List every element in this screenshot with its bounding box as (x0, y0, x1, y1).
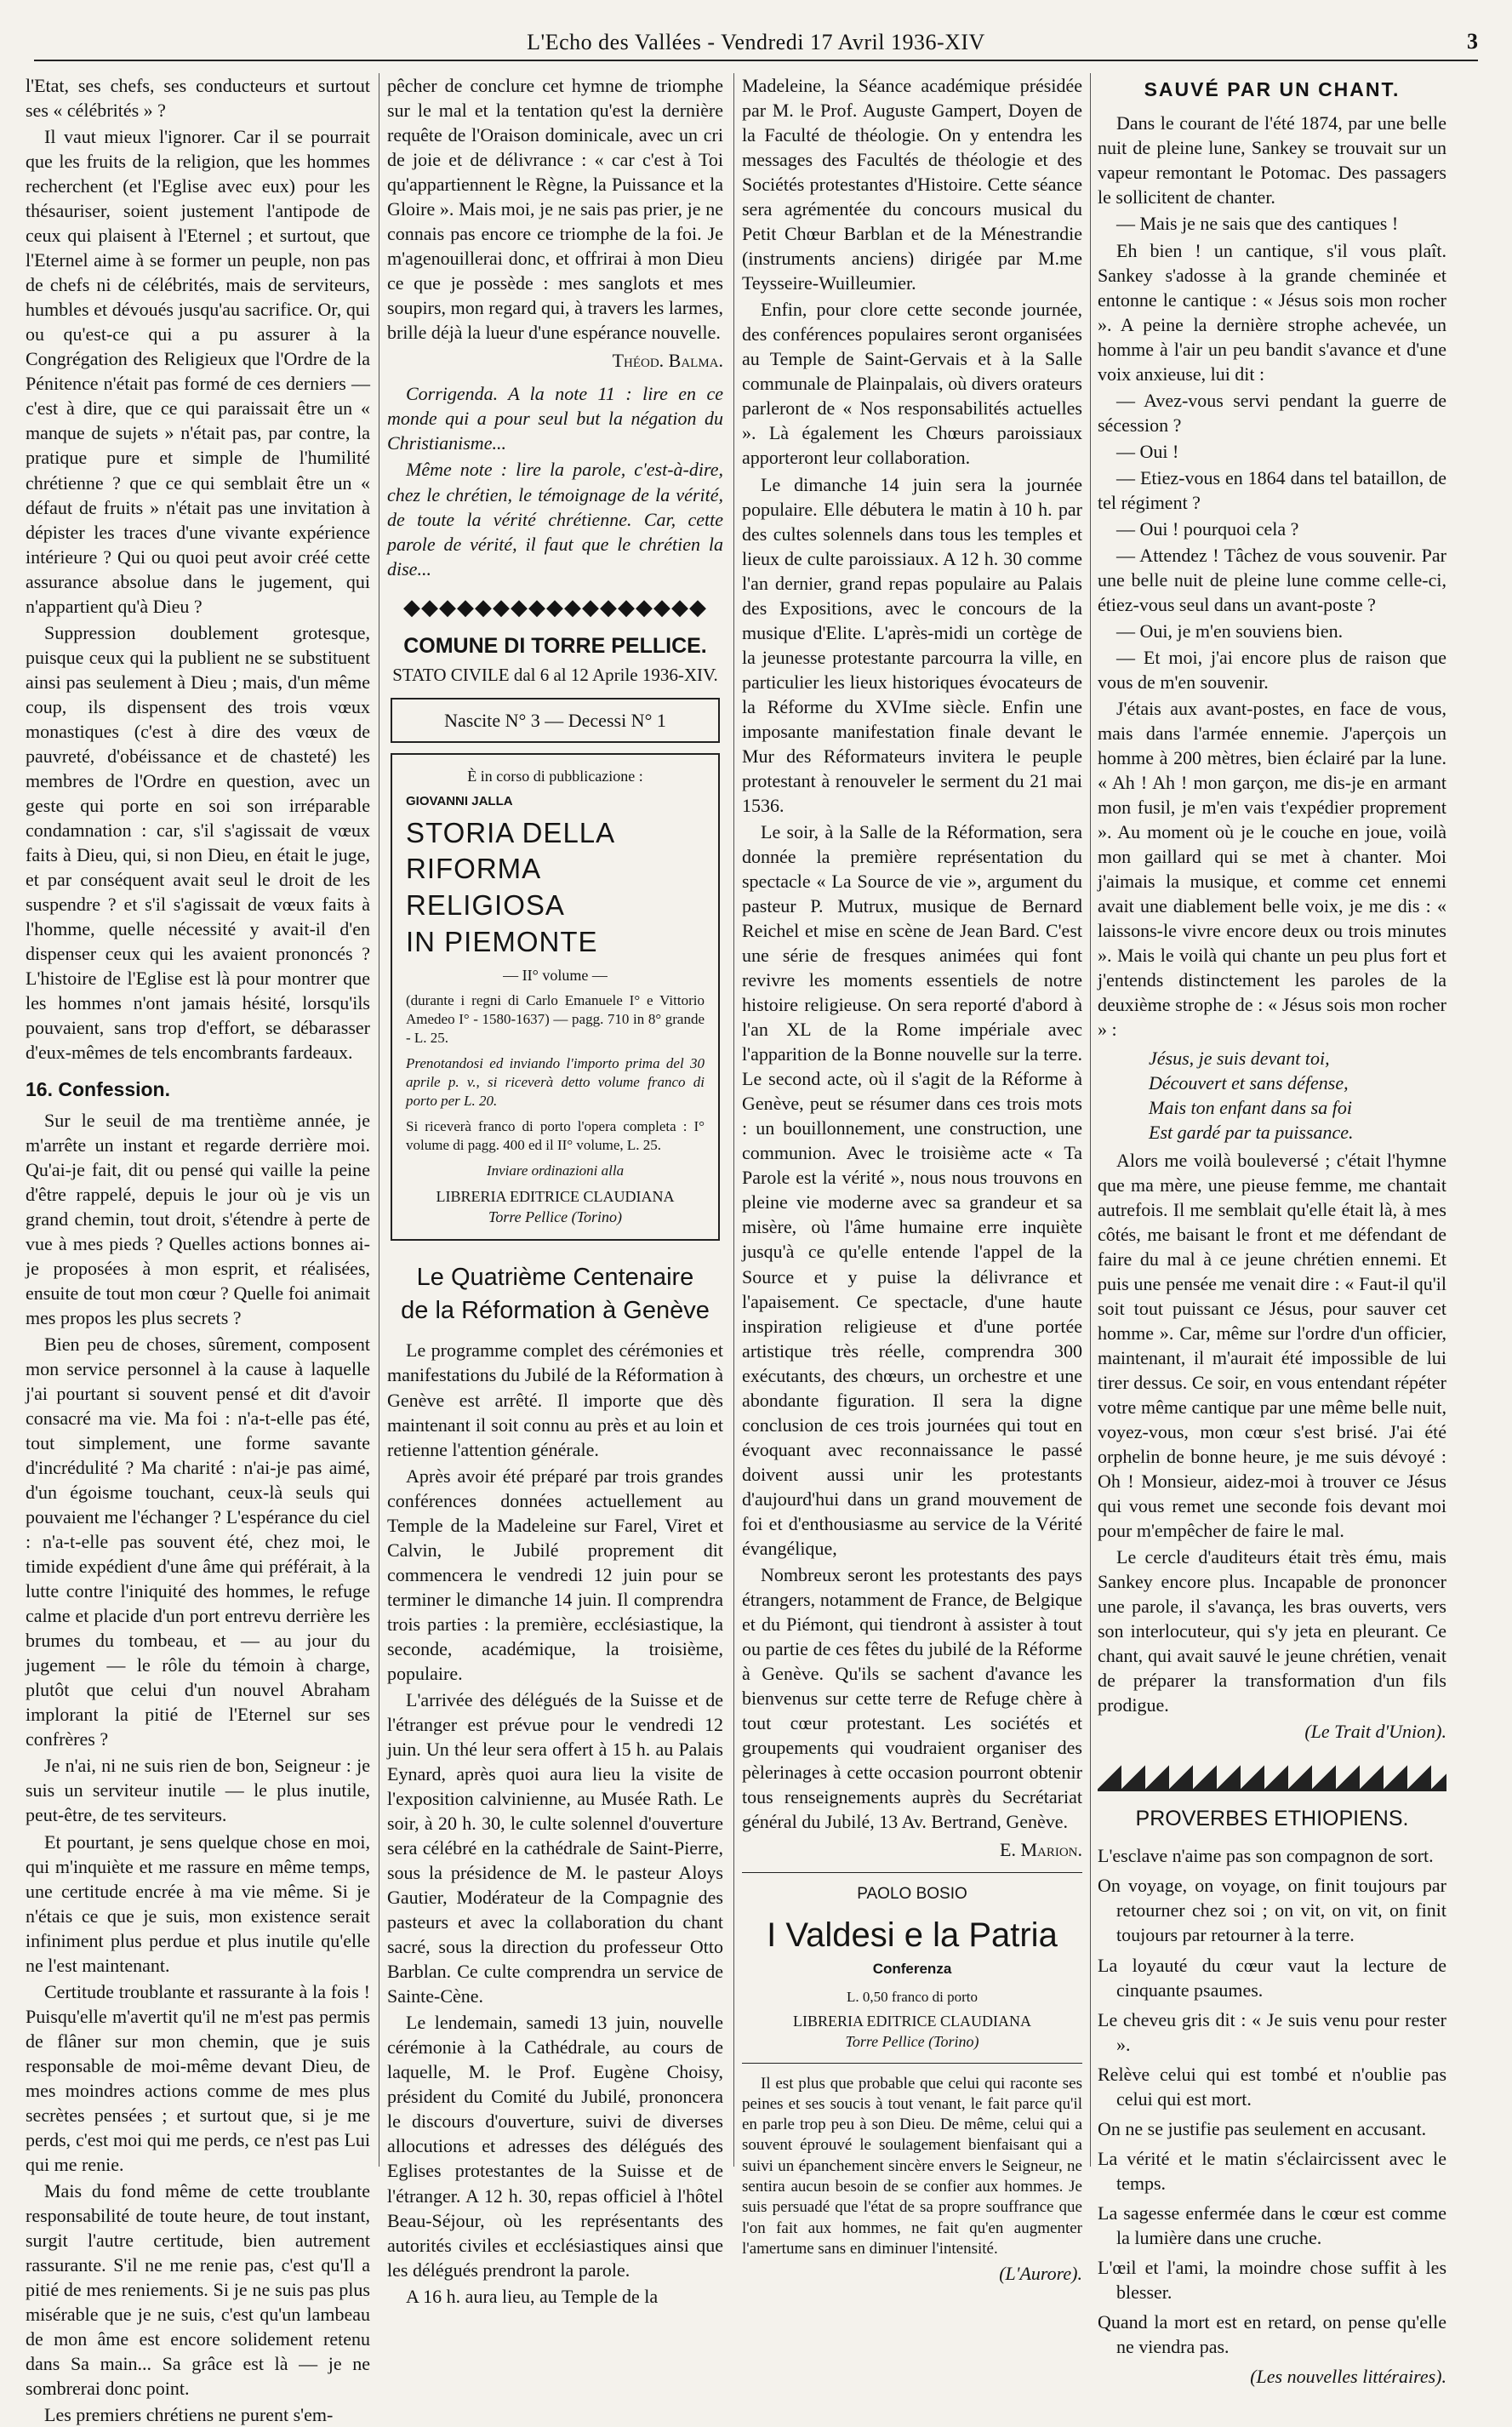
column-2 (387, 73, 723, 2307)
book-advertisement (391, 753, 720, 1241)
ornament-divider: ◆◆◆◆◆◆◆◆◆◆◆◆◆◆◆◆◆ (403, 594, 707, 620)
ad-book-title-line: RIFORMA RELIGIOSA (406, 853, 565, 922)
ad-publisher: LIBRERIA EDITRICE CLAUDIANA (436, 1188, 675, 1206)
paragraph: Bien peu de choses, sûrement, composent mon service personnel à la cause à laquelle j'ai pourtant si souvent pensé et dit d'avoir consacré ma vie. Ma foi : n'a-t-elle pas été, tout simplement, une forme savante d'incrédulité ? Ma charité : n'ai-je pas aimé, d'un égoisme touchant, ceux-là seuls qui pouvaient me l'échanger ? L'espérance du ciel : n'a-t-elle pas souvent été, chez moi, le timide expédient d'une âme qui préférait, à la lutte contre l'iniquité des hommes, le refuge calme et placide d'un port entrevu derrière les brumes du tombeau, et — au jour du jugement — le rôle du témoin à charge, plutôt que celui d'un nouvel Abraham implorant la pitié de l'Eternel sur ses confrères ? (26, 1333, 370, 1750)
section-heading-sauve: SAUVÉ PAR UN CHANT. (1144, 78, 1401, 100)
paragraph: Sur le seuil de ma trentième année, je m'arrête un instant et regarde derrière moi. Qu'ai-je fait, dit ou pensé qui vaille la peine d'être rappelé, depuis le jour où je vis un grand chemin, tout droit, s'étendre à perte de vue à mes pieds ? Quelles actions bonnes ai-je proposées à mon esprit, et réalisées, ensuite de tout mon cœur ? Quelle foi animait mes propos les plus secrets ? (26, 1109, 370, 1328)
paragraph: Enfin, pour clore cette seconde journée, des conférences populaires seront organisées au Temple de Saint-Gervais et à la Salle communale de Plainpalais, où divers orateurs parleront de « Nos responsabilités actuelles ». Là également les Chœurs paroissiaux apporteront leur collaboration. (742, 299, 1082, 469)
paragraph: — Avez-vous servi pendant la guerre de sécession ? (1098, 389, 1446, 436)
verse-line: Est gardé par ta puissance. (1149, 1121, 1354, 1143)
bosio-price: L. 0,50 franco di porto (847, 1988, 978, 2005)
column-1 (26, 73, 370, 2426)
paragraph: — Etiez-vous en 1864 dans tel bataillon, de tel régiment ? (1098, 466, 1446, 513)
paragraph: Le cercle d'auditeurs était très ému, mais Sankey encore plus. Incapable de prononcer une parole, il s'avança, les bras ouverts, vers son interlocuteur, qui s'y jeta en pleurant. Ce chant, qui avait sauvé le jeune chrétien, venait de préparer la transformation d'un fils prodigue. (1098, 1546, 1446, 1716)
bosio-subtitle: Conferenza (872, 1961, 952, 1978)
paragraph: Il est plus que probable que celui qui raconte ses peines et ses soucis à tout venant, le fait parce qu'il en parle trop peu à son Dieu. De même, celui qui a souvent éprouvé le soulagement bienfaisant qui a suivi un épanchement sincère envers le Seigneur, ne sentira aucun besoin de se confier aux hommes. Je suis persuadé que l'état de sa propre souffrance que l'on fait aux hommes, ne fait qu'en augmenter l'amertume sans en diminuer l'intensité. (742, 2074, 1082, 2258)
paragraph: J'étais aux avant-postes, en face de vous, mais dans l'armée ennemie. J'aperçois un homme à 200 mètres, bien éclairé par la lune. « Ah ! Ah ! mon garçon, me dis-je en armant mon fusil, je m'en vais t'expédier proprement ». Au moment où je le couche en joue, voilà mon gaillard qui se met à chanter. Moi j'aimais la musique, et comme cet ennemi avait une diablement belle voix, je me dis : « laissons-le vivre encore deux ou trois minutes ». Mais le voilà qui chante un peu plus fort et j'entends distinctement les paroles de la deuxième strophe de : « Jésus sois mon rocher » : (1098, 698, 1446, 1041)
ad-order-instruction: Inviare ordinazioni alla (486, 1162, 625, 1179)
source-citation: (Les nouvelles littéraires). (1250, 2365, 1446, 2387)
paragraph: Suppression doublement grotesque, puisque ceux qui la publient ne se substituent ainsi pas seulement à Dieu ; mais, d'un même coup, ils dispensent des trois vœux monastiques (c'est à dire des vœux de pauvreté, d'obéissance et de chasteté) les membres de l'Ordre en question, avec un geste qui porte en soi son irréparable condamnation : car, s'il s'agissait de vœux faits à Dieu, qui, si non Dieu, en était le juge, et par conséquent avait seul le droit de les suspendre ? et s'il s'agissait de vœux faits à l'homme, quelle nécessité y avait-il d'en dispenser ceux qui les avaient prononcés ? L'histoire de l'Eglise est là pour montrer que les hommes n'ont jamais hésité, lorsqu'ils pouvaient, sans trop d'effort, se débarasser d'eux-mêmes de tels encombrants fardeaux. (26, 621, 370, 1064)
proverb: La loyauté du cœur vaut la lecture de cinquante psaumes. (1098, 1954, 1446, 2001)
proverb: Le cheveu gris dit : « Je suis venu pour rester ». (1098, 2008, 1446, 2055)
triangle-ornament-divider (1098, 1762, 1446, 1791)
ad-publisher-place: Torre Pellice (Torino) (488, 1208, 622, 1225)
paragraph: Le dimanche 14 juin sera la journée populaire. Elle débutera le matin à 10 h. par des cultes solennels dans tous les temples et lieux de culte paroissiaux. A 12 h. 30 comme l'an dernier, grand repas populaire au Palais des Expositions, avec le concours de la musique d'Elite. L'après-midi un cortège de la jeunesse protestante parcourra la ville, en particulier les lieux historiques évocateurs de la Réforme du XVIme siècle. Enfin une imposante manifestation finale devant le Mur des Réformateurs invitera le peuple protestant à renouveler le serment du 21 mai 1536. (742, 473, 1082, 816)
divider (742, 1872, 1082, 1873)
paragraph: Madeleine, la Séance académique présidée par M. le Prof. Auguste Gampert, Doyen de la Faculté de théologie. On y entendra les messages des Facultés de théologie et des Sociétés protestantes d'Histoire. Cette séance sera agrémentée du concours musical du Petit Chœur Barblan et de la Ménestrandie (instruments anciens) dirigée par M.me Teysseire-Wuilleumier. (742, 75, 1082, 294)
proverb: On ne se justifie pas seulement en accusant. (1098, 2117, 1427, 2139)
paragraph: Il vaut mieux l'ignorer. Car il se pourrait que les fruits de la religion, que les hommes recherchent (et l'Eglise avec eux) pour les thésauriser, soient justement l'antipode de ceux qui plaisent à l'Eternel ; et surtout, que l'Eternel aime à se former un peuple, non pas de chefs ni de célébrités, mais de serviteurs, humbles et dévoués jusqu'au sacrifice. Or, qui ou qu'est-ce qui a pu assurer à la Congrégation des Religieux que l'Ordre de la Pénitence n'était pas formé de ces derniers — c'est à dire, que ce qui paraissait être un « manque de sujets » n'était pas, par contre, la pratique pure et simple de l'humilité chrétienne ? que ce qui semblait être un « défaut de fruits » n'était pas une invitation à dépister les traces d'une vivante expérience intérieure ? Qui ou quoi peut avoir créé cette assurance absolue dans le jugement, qui n'appartient qu'à Dieu ? (26, 126, 370, 617)
page-number: 3 (1467, 29, 1478, 54)
verse-line: Découvert et sans défense, (1149, 1071, 1349, 1094)
paragraph: pêcher de conclure cet hymne de triomphe sur le mal et la tentation qu'est la dernière requête de l'Oraison dominicale, avec un cri de joie et de délivrance : « car c'est à Toi qu'appartiennent le Règne, la Puissance et la Gloire ». Mais moi, je ne sais pas prier, je ne connais pas encore ce triomphe de la foi. Je m'agenouillerai donc, et offrirai à mon Dieu ce que je possède : mes sanglots et mes soupirs, mon regard qui, à travers les larmes, brille déjà la lueur d'une espérance nouvelle. (387, 75, 723, 344)
ad-book-title-line: IN PIEMONTE (406, 926, 598, 958)
bosio-title: I Valdesi e la Patria (767, 1916, 1058, 1955)
ad-announcement: È in corso di pubblicazione : (467, 767, 643, 785)
paragraph: L'arrivée des délégués de la Suisse et de l'étranger est prévue pour le vendredi 12 juin. Un thé leur sera offert à 15 h. au Palais Eynard, après quoi aura lieu la visite de l'exposition calvinienne, au Musée Rath. Le soir, à 20 h. 30, le culte solennel d'ouverture sera célébré en la cathédrale de Saint-Pierre, sous la présidence de M. le pasteur Aloys Gautier, Modérateur de la Compagnie des pasteurs et avec la collaboration du chant sacré, sous la direction du professeur Otto Barblan. Ce culte comprendra un service de Sainte-Cène. (387, 1688, 723, 2007)
paragraph: — Oui, je m'en souviens bien. (1116, 620, 1344, 642)
ad-book-title (406, 815, 705, 962)
article-title-line: Le Quatrième Centenaire (416, 1264, 694, 1292)
paragraph: l'Etat, ses chefs, ses conducteurs et surtout ses « célébrités » ? (26, 75, 370, 122)
proverb: La vérité et le matin s'éclaircissent avec le temps. (1098, 2147, 1446, 2194)
newspaper-title: L'Echo des Vallées - Vendredi 17 Avril 1936-XIV (527, 30, 985, 54)
newspaper-header (34, 26, 1478, 61)
column-4 (1098, 73, 1446, 2387)
author-signature: Théod. Balma. (612, 350, 723, 372)
comune-title: COMUNE DI TORRE PELLICE. (403, 633, 707, 658)
paragraph: Je n'ai, ni ne suis rien de bon, Seigneur : je suis un serviteur inutile — le plus inutile, peut-être, de tes serviteurs. (26, 1755, 370, 1826)
paragraph: A 16 h. aura lieu, au Temple de la (406, 2285, 659, 2307)
paragraph: — Oui ! (1116, 440, 1179, 462)
proverb: L'esclave n'aime pas son compagnon de sort. (1098, 1845, 1434, 1867)
comune-subtitle: STATO CIVILE dal 6 al 12 Aprile 1936-XIV. (392, 664, 718, 685)
ad-volume: — II° volume — (503, 967, 608, 985)
divider (742, 2063, 1082, 2064)
paragraph: — Et moi, j'ai encore plus de raison que vous de m'en souvenir. (1098, 647, 1446, 694)
ad-author: GIOVANNI JALLA (406, 794, 513, 809)
paragraph: Eh bien ! un cantique, s'il vous plaît. Sankey s'adosse à la grande cheminée et entonne le cantique : « Jésus sois mon rocher ». A peine la dernière strophe achevée, un homme à l'air un peu bandit s'avance et d'une voix anxieuse, lui dit : (1098, 239, 1446, 385)
paragraph: — Oui ! pourquoi cela ? (1116, 517, 1299, 540)
article-title-geneve (387, 1261, 723, 1328)
paragraph: Le lendemain, samedi 13 juin, nouvelle cérémonie à la Cathédrale, au cours de laquelle, M. le Prof. Eugène Choisy, président du Comité du Jubilé, prononcera le discours d'ouverture, suivi de diverses allocutions et adresses des délégués des Eglises protestantes de la Suisse et de l'étranger. A 12 h. 30, repas officiel à l'hôtel Beau-Séjour, où les représentants des autorités civiles et ecclésiastiques ainsi que les délégués prendront la parole. (387, 2012, 723, 2281)
bosio-author: PAOLO BOSIO (857, 1885, 967, 1904)
column-rule (733, 73, 734, 2167)
paragraph: Dans le courant de l'été 1874, par une belle nuit de pleine lune, Sankey se trouvait sur un vapeur remontant le Potomac. Des passagers le sollicitent de chanter. (1098, 112, 1446, 208)
paragraph: — Mais je ne sais que des cantiques ! (1116, 213, 1399, 235)
proverb: Quand la mort est en retard, on pense qu'elle ne viendra pas. (1098, 2310, 1446, 2357)
ad-details: (durante i regni di Carlo Emanuele I° e Vittorio Amedeo I° - 1580-1637) — pagg. 710 in 8° grande - L. 25. (406, 991, 705, 1046)
verse-line: Jésus, je suis devant toi, (1149, 1047, 1330, 1069)
paragraph: Alors me voilà bouleversé ; c'était l'hymne que ma mère, une pieuse femme, me chantait autrefois. Il me semblait qu'elle était là, à mes côtés, me baisant le front et me défendant de faire du mal à ce jeune chrétien ennemi. Et puis une pensée me venait dire : « Faut-il qu'il soit tout puissant ce Jésus, pour sauver cet homme ». Car, même sur l'ordre d'un officier, maintenant, il m'aurait été impossible de lui tirer dessus. Ce soir, en vous entendant répéter votre même cantique par une même belle nuit, voyez-vous, mon cœur s'est brisé. J'ai été orphelin de bonne heure, je me suis dévoyé : Oh ! Monsieur, aidez-moi à trouver ce Jésus qui vous remet une seconde fois devant moi pour m'empêcher de faire le mal. (1098, 1149, 1446, 1542)
section-heading-proverbes: PROVERBES ETHIOPIENS. (1135, 1807, 1409, 1831)
paragraph: Après avoir été préparé par trois grandes conférences données actuellement au Temple de la Madeleine sur Farel, Viret et Calvin, le Jubilé proprement dit commencera le vendredi 12 juin pour se terminer le dimanche 14 juin. Il comprendra trois parties : la première, ecclésiastique, la seconde, académique, la troisième, populaire. (387, 1465, 723, 1684)
ad-book-title-line: STORIA DELLA (406, 816, 616, 848)
proverb: On voyage, on voyage, on finit toujours par retourner chez soi ; on vit, on vit, on finit toujours par retourner à la terre. (1098, 1875, 1446, 1946)
ad-prenotation: Prenotandosi ed inviando l'importo prima del 30 aprile p. v., si riceverà detto volume franco di porto per L. 20. (406, 1054, 705, 1109)
verse-line: Mais ton enfant dans sa foi (1149, 1096, 1352, 1118)
proverb: L'œil et l'ami, la moindre chose suffit à les blesser. (1098, 2256, 1446, 2303)
paragraph: Nombreux seront les protestants des pays étrangers, notamment de France, de Belgique et du Piémont, qui tiendront à assister à tout ou partie de ces fêtes du jubilé de la Réforme à Genève. Qu'ils se sachent d'avance les bienvenus sur cette terre de Refuge chère à tout cœur protestant. Les sociétés et groupements qui voudraient organiser des pèlerinages à cette occasion pourront obtenir tous renseignements auprès du Secrétariat général du Jubilé, 13 Av. Bertrand, Genève. (742, 1563, 1082, 1833)
hymn-verse (1098, 1046, 1446, 1145)
paragraph: — Attendez ! Tâchez de vous souvenir. Par une belle nuit de pleine lune comme celle-ci, étiez-vous seul dans un avant-poste ? (1098, 544, 1446, 615)
corrigenda: Corrigenda. A la note 11 : lire en ce monde qui a pour seul but la négation du Christianisme... (387, 383, 723, 454)
proverb: Relève celui qui est tombé et n'oublie pas celui qui est mort. (1098, 2063, 1446, 2110)
source-citation: (L'Aurore). (999, 2263, 1082, 2285)
proverb: La sagesse enfermée dans le cœur est comme la lumière dans une cruche. (1098, 2201, 1446, 2248)
ad-complete-offer: Si riceverà franco di porto l'opera completa : I° volume di pagg. 400 ed il II° volume, L. 25. (406, 1118, 705, 1154)
paragraph: Et pourtant, je sens quelque chose en moi, qui m'inquiète et me rassure en même temps, une certitude encrée à ma vie même. Si je n'étais ce que je suis, mon existence serait infiniment plus perdue et plus inutile qu'elle ne l'est maintenant. (26, 1830, 370, 1976)
column-rule (1090, 73, 1091, 2167)
article-title-line: de la Réformation à Genève (401, 1297, 710, 1325)
section-heading-confession: 16. Confession. (26, 1078, 170, 1101)
bosio-publisher: LIBRERIA EDITRICE CLAUDIANA (793, 2013, 1031, 2030)
source-citation: (Le Trait d'Union). (1304, 1721, 1446, 1743)
paragraph: Le soir, à la Salle de la Réformation, sera donnée la première représentation du spectacle « La Source de vie », argument du pasteur P. Mutrux, musique de Bernard Reichel et mise en scène de Jean Bard. C'est une série de fresques animées qui font revivre les moments essentiels de notre histoire religieuse. On sera reporté d'abord à l'an XL de la Rome impériale avec l'apparition de la Bonne nouvelle sur la terre. Le second acte, où il s'agit de la Réforme à Genève, peut se résumer dans ces trois mots : un bouillonnement, une construction, une communion. Avec le troisième acte « Ta Parole est la vérité », nous nous trouvons en pleine vie moderne avec sa grandeur et sa misère, où l'âme humaine erre inquiète jusqu'à ce qu'elle entende l'appel de la Source et y puise la délivrance et l'apaisement. Ce spectacle, d'une haute inspiration religieuse et d'une portée artistique très réelle, comprendra 300 exécutants, des chœurs, un orchestre et une abondante figuration. Il sera la digne conclusion de ces trois journées qui tout en évoquant avec reconnaissance le passé doivent aussi unir les protestants d'aujourd'hui dans un grand mouvement de foi et d'enthousiasme au service de la Vérité évangélique, (742, 820, 1082, 1559)
paragraph: Certitude troublante et rassurante à la fois ! Puisqu'elle m'avertit qu'il ne m'est pas permis de flâner sur mon chemin, que je suis responsable de moi-même devant Dieu, de mes moindres actions comme de mes plus secrètes pensées ; et surtout que, si je me perds, c'est moi qui me perds, ce n'est pas Lui qui me renie. (26, 1980, 370, 2175)
paragraph: Le programme complet des cérémonies et manifestations du Jubilé de la Réformation à Genève est arrêté. Il importe que dès maintenant il soit connu au près et au loin et retienne l'attention générale. (387, 1339, 723, 1460)
corrigenda: Même note : lire la parole, c'est-à-dire, chez le chrétien, le témoignage de la vérité, de toute la vérité chrétienne. Car, cette parole de vérité, il faut que le chrétien la dise... (387, 459, 723, 580)
bosio-publisher-place: Torre Pellice (Torino) (845, 2032, 979, 2050)
vital-statistics-box: Nascite N° 3 — Decessi N° 1 (391, 698, 720, 743)
paragraph: Mais du fond même de cette troublante responsabilité de toute heure, de tout instant, surgit l'autre certitude, bien autrement rassurante. S'il ne me renie pas, c'est qu'Il a pitié de mes reniements. Si je ne suis pas plus misérable que je ne suis, c'est qu'un lambeau de mon âme est encore solidement retenu dans Sa main... Sa grâce est là — je ne sombrerai donc point. (26, 2179, 370, 2400)
paragraph: Les premiers chrétiens ne purent s'em- (44, 2404, 334, 2426)
author-signature: E. Marion. (1000, 1839, 1082, 1861)
column-3 (742, 73, 1082, 2285)
